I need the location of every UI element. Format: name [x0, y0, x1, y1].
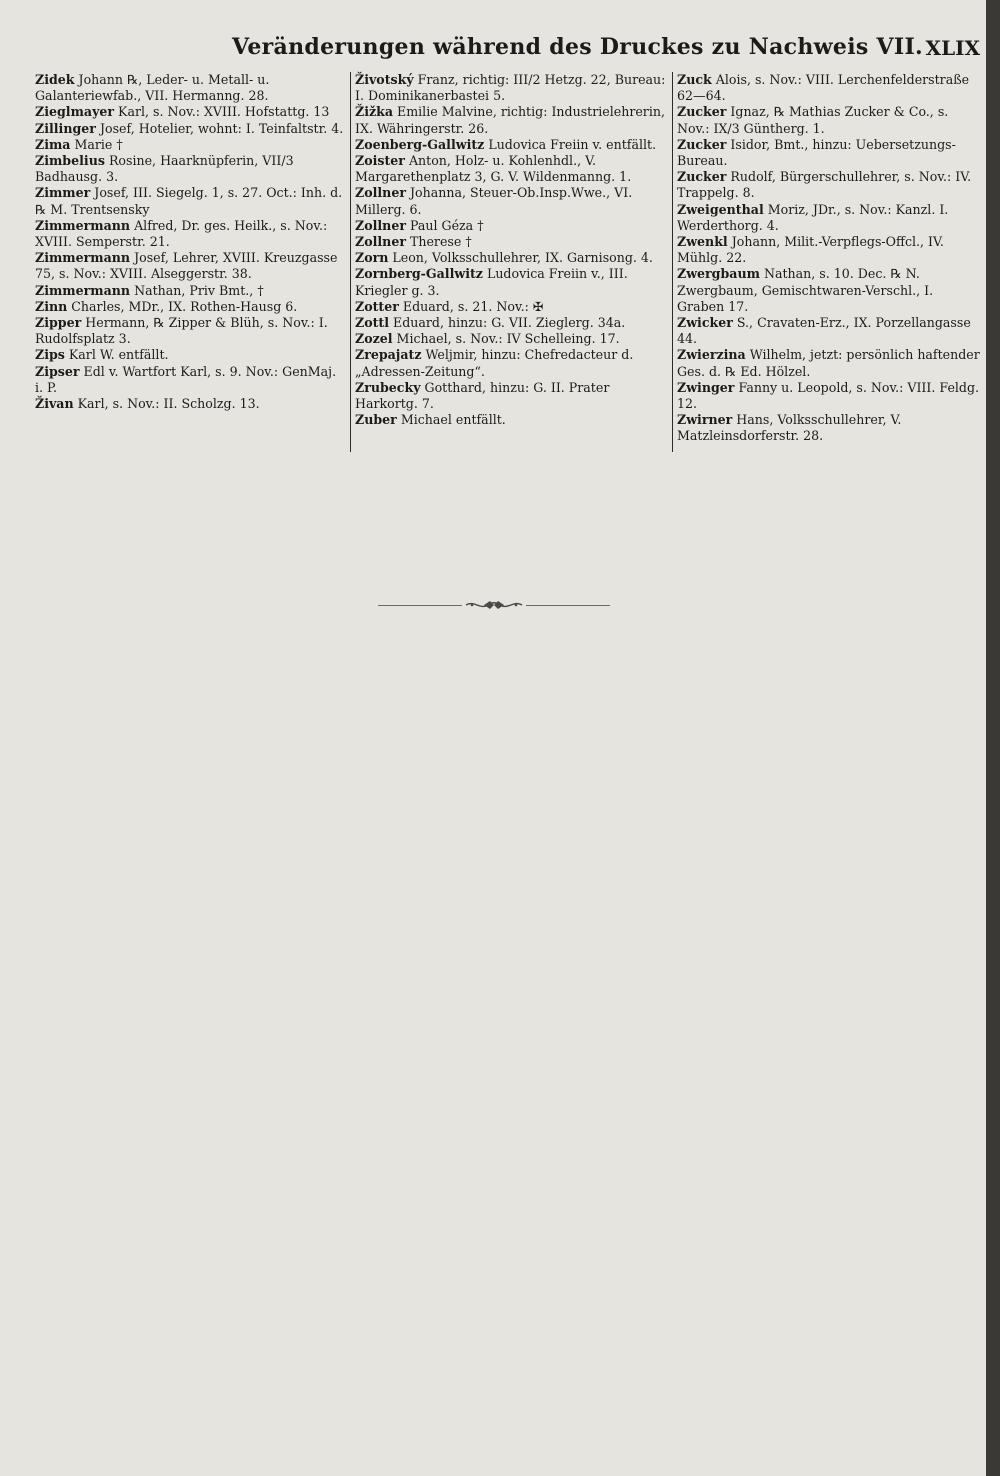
directory-entry	[35, 72, 347, 104]
entry-details: Edl v. Wartfort Karl, s. 9. Nov.: GenMaj. i. P.	[35, 363, 337, 395]
divider-line-left	[378, 605, 462, 606]
directory-entry	[355, 299, 669, 315]
entry-name: Zinn	[35, 298, 68, 314]
entry-name: Zottl	[355, 315, 390, 331]
entry-details: Karl W. entfällt.	[64, 347, 169, 363]
entry-details: Eduard, s. 21. Nov.: ✠	[398, 298, 544, 314]
entry-details: Hermann, ℞ Zipper & Blüh, s. Nov.: I. Rudolfsplatz 3.	[35, 315, 328, 347]
directory-entry	[355, 104, 669, 136]
directory-entry	[677, 234, 981, 266]
directory-entry	[35, 104, 347, 120]
entry-details: Johann ℞, Leder- u. Metall- u. Galanteriewfab., VII. Hermanng. 28.	[35, 72, 270, 104]
directory-entry	[35, 218, 347, 250]
entry-details: Josef, Lehrer, XVIII. Kreuzgasse 75, s. Nov.: XVIII. Alseggerstr. 38.	[35, 250, 338, 282]
entry-details: Hans, Volksschullehrer, V. Matzleinsdorferstr. 28.	[677, 412, 902, 444]
entry-name: Zorn	[355, 250, 389, 266]
directory-entry	[355, 185, 669, 217]
directory-entry	[355, 315, 669, 331]
entry-details: Weljmir, hinzu: Chefredacteur d. „Adressen-Zeitung“.	[355, 347, 634, 379]
directory-entry	[677, 412, 981, 444]
directory-entry	[35, 396, 347, 412]
directory-entry	[355, 380, 669, 412]
entry-details: Josef, III. Siegelg. 1, s. 27. Oct.: Inh. d. ℞ M. Trentsensky	[35, 185, 343, 217]
directory-entry	[677, 169, 981, 201]
entry-name: Zornberg-Gallwitz	[355, 266, 483, 282]
entry-name: Zwinger	[677, 379, 735, 395]
directory-entry	[355, 250, 669, 266]
entry-details: Franz, richtig: III/2 Hetzg. 22, Bureau: I. Dominikanerbastei 5.	[355, 72, 666, 104]
entry-details: Anton, Holz- u. Kohlenhdl., V. Margarethenplatz 3, G. V. Wildenmanng. 1.	[355, 153, 632, 185]
entry-details: Ludovica Freiin v., III. Kriegler g. 3.	[355, 266, 628, 298]
directory-entry	[355, 331, 669, 347]
entry-details: Johann, Milit.-Verpflegs-Offcl., IV. Mühlg. 22.	[677, 234, 944, 266]
directory-entry	[677, 137, 981, 169]
directory-entry	[677, 315, 981, 347]
entry-name: Zidek	[35, 72, 75, 87]
entry-details: Michael entfällt.	[396, 412, 506, 428]
entry-name: Zotter	[355, 298, 399, 314]
entry-details: Leon, Volksschullehrer, IX. Garnisong. 4.	[388, 250, 653, 266]
directory-entry	[355, 347, 669, 379]
entry-details: Emilie Malvine, richtig: Industrielehrerin, IX. Währingerstr. 26.	[355, 104, 665, 136]
entry-name: Zimmermann	[35, 250, 131, 266]
directory-entry	[355, 72, 669, 104]
entry-details: Therese †	[405, 234, 472, 250]
entry-name: Zweigenthal	[677, 201, 764, 217]
directory-entry	[35, 185, 347, 217]
entry-name: Zwirner	[677, 412, 733, 428]
entry-name: Zoister	[355, 153, 405, 169]
entry-details: Moriz, JDr., s. Nov.: Kanzl. I. Werderthorg. 4.	[677, 201, 949, 233]
entry-name: Zwergbaum	[677, 266, 760, 282]
entry-details: Karl, s. Nov.: II. Scholzg. 13.	[73, 396, 260, 412]
directory-entry	[677, 347, 981, 379]
entry-details: Gotthard, hinzu: G. II. Prater Harkortg. 7.	[355, 379, 610, 412]
entry-name: Zozel	[355, 331, 393, 347]
directory-entry	[35, 347, 347, 363]
directory-entry	[677, 72, 981, 104]
entry-details: Alois, s. Nov.: VIII. Lerchenfelderstraße 62—64.	[677, 72, 970, 104]
entry-name: Zuck	[677, 72, 712, 87]
entry-name: Zoenberg-Gallwitz	[355, 136, 485, 152]
entry-name: Zimbelius	[35, 153, 105, 169]
entry-name: Zwicker	[677, 315, 733, 331]
directory-entry	[35, 121, 347, 137]
directory-entry	[35, 364, 347, 396]
directory-entry	[677, 104, 981, 136]
entry-details: Rosine, Haarknüpferin, VII/3 Badhausg. 3.	[35, 153, 294, 185]
entry-name: Zrepajatz	[355, 347, 422, 363]
entry-name: Zimmer	[35, 185, 91, 201]
entry-name: Zima	[35, 136, 71, 152]
entry-name: Zillinger	[35, 120, 96, 136]
directory-entry	[35, 153, 347, 185]
directory-entry	[355, 218, 669, 234]
entry-details: Michael, s. Nov.: IV Schelleing. 17.	[392, 331, 620, 347]
entry-details: Ignaz, ℞ Mathias Zucker & Co., s. Nov.: IX/3 Güntherg. 1.	[677, 104, 949, 136]
entry-details: Nathan, Priv Bmt., †	[130, 282, 264, 298]
entry-details: Rudolf, Bürgerschullehrer, s. Nov.: IV. Trappelg. 8.	[677, 169, 972, 201]
entry-name: Zimmermann	[35, 282, 131, 298]
entry-name: Životský	[355, 72, 414, 87]
directory-entry	[355, 153, 669, 185]
entry-details: Josef, Hotelier, wohnt: I. Teinfaltstr. 4.	[95, 120, 344, 136]
directory-entry	[35, 250, 347, 282]
directory-entry	[677, 380, 981, 412]
ornamental-divider	[378, 598, 610, 612]
entry-details: Ludovica Freiin v. entfällt.	[484, 136, 657, 152]
ornament-icon	[464, 598, 524, 612]
entry-name: Zimmermann	[35, 217, 131, 233]
directory-entry	[35, 283, 347, 299]
entry-details: S., Cravaten-Erz., IX. Porzellangasse 44.	[677, 315, 971, 347]
entry-details: Paul Géza †	[405, 217, 484, 233]
entry-name: Zucker	[677, 169, 727, 185]
entry-name: Žižka	[355, 104, 394, 120]
entry-name: Zipser	[35, 363, 80, 379]
page-title: Veränderungen während des Druckes zu Nachweis VII.	[232, 34, 924, 60]
entry-name: Zips	[35, 347, 65, 363]
entry-name: Zrubecky	[355, 379, 421, 395]
entry-details: Fanny u. Leopold, s. Nov.: VIII. Feldg. 12.	[677, 379, 980, 412]
entry-name: Živan	[35, 396, 74, 412]
entry-details: Karl, s. Nov.: XVIII. Hofstattg. 13	[114, 104, 330, 120]
directory-entry	[35, 137, 347, 153]
page-header	[0, 32, 986, 72]
entry-details: Alfred, Dr. ges. Heilk., s. Nov.: XVIII. Semperstr. 21.	[35, 217, 328, 250]
directory-entry	[355, 137, 669, 153]
entry-name: Zollner	[355, 185, 406, 201]
entry-name: Zucker	[677, 104, 727, 120]
entry-name: Zwierzina	[677, 347, 746, 363]
entry-name: Zipper	[35, 315, 82, 331]
entry-details: Marie †	[70, 136, 123, 152]
directory-entry	[677, 266, 981, 315]
directory-entry	[355, 266, 669, 298]
directory-entry	[355, 412, 669, 428]
directory-entry	[35, 315, 347, 347]
directory-entry	[35, 299, 347, 315]
entry-name: Zieglmayer	[35, 104, 115, 120]
page-number: XLIX	[925, 36, 980, 60]
entry-name: Zucker	[677, 136, 727, 152]
column-3	[673, 72, 984, 452]
entry-details: Wilhelm, jetzt: persönlich haftender Ges. d. ℞ Ed. Hölzel.	[677, 347, 980, 379]
column-2	[351, 72, 673, 452]
entry-columns	[32, 72, 984, 452]
directory-entry	[355, 234, 669, 250]
directory-entry	[677, 202, 981, 234]
entry-details: Nathan, s. 10. Dec. ℞ N. Zwergbaum, Gemischtwaren-Verschl., I. Graben 17.	[677, 266, 934, 314]
entry-details: Johanna, Steuer-Ob.Insp.Wwe., VI. Millerg. 6.	[355, 185, 633, 217]
entry-name: Zollner	[355, 234, 406, 250]
entry-details: Eduard, hinzu: G. VII. Zieglerg. 34a.	[389, 315, 626, 331]
entry-name: Zollner	[355, 217, 406, 233]
entry-details: Isidor, Bmt., hinzu: Uebersetzungs-Bureau.	[677, 136, 956, 169]
entry-details: Charles, MDr., IX. Rothen-Hausg 6.	[67, 298, 298, 314]
column-1	[32, 72, 351, 452]
entry-name: Zuber	[355, 412, 397, 428]
entry-name: Zwenkl	[677, 234, 728, 250]
divider-line-right	[526, 605, 610, 606]
